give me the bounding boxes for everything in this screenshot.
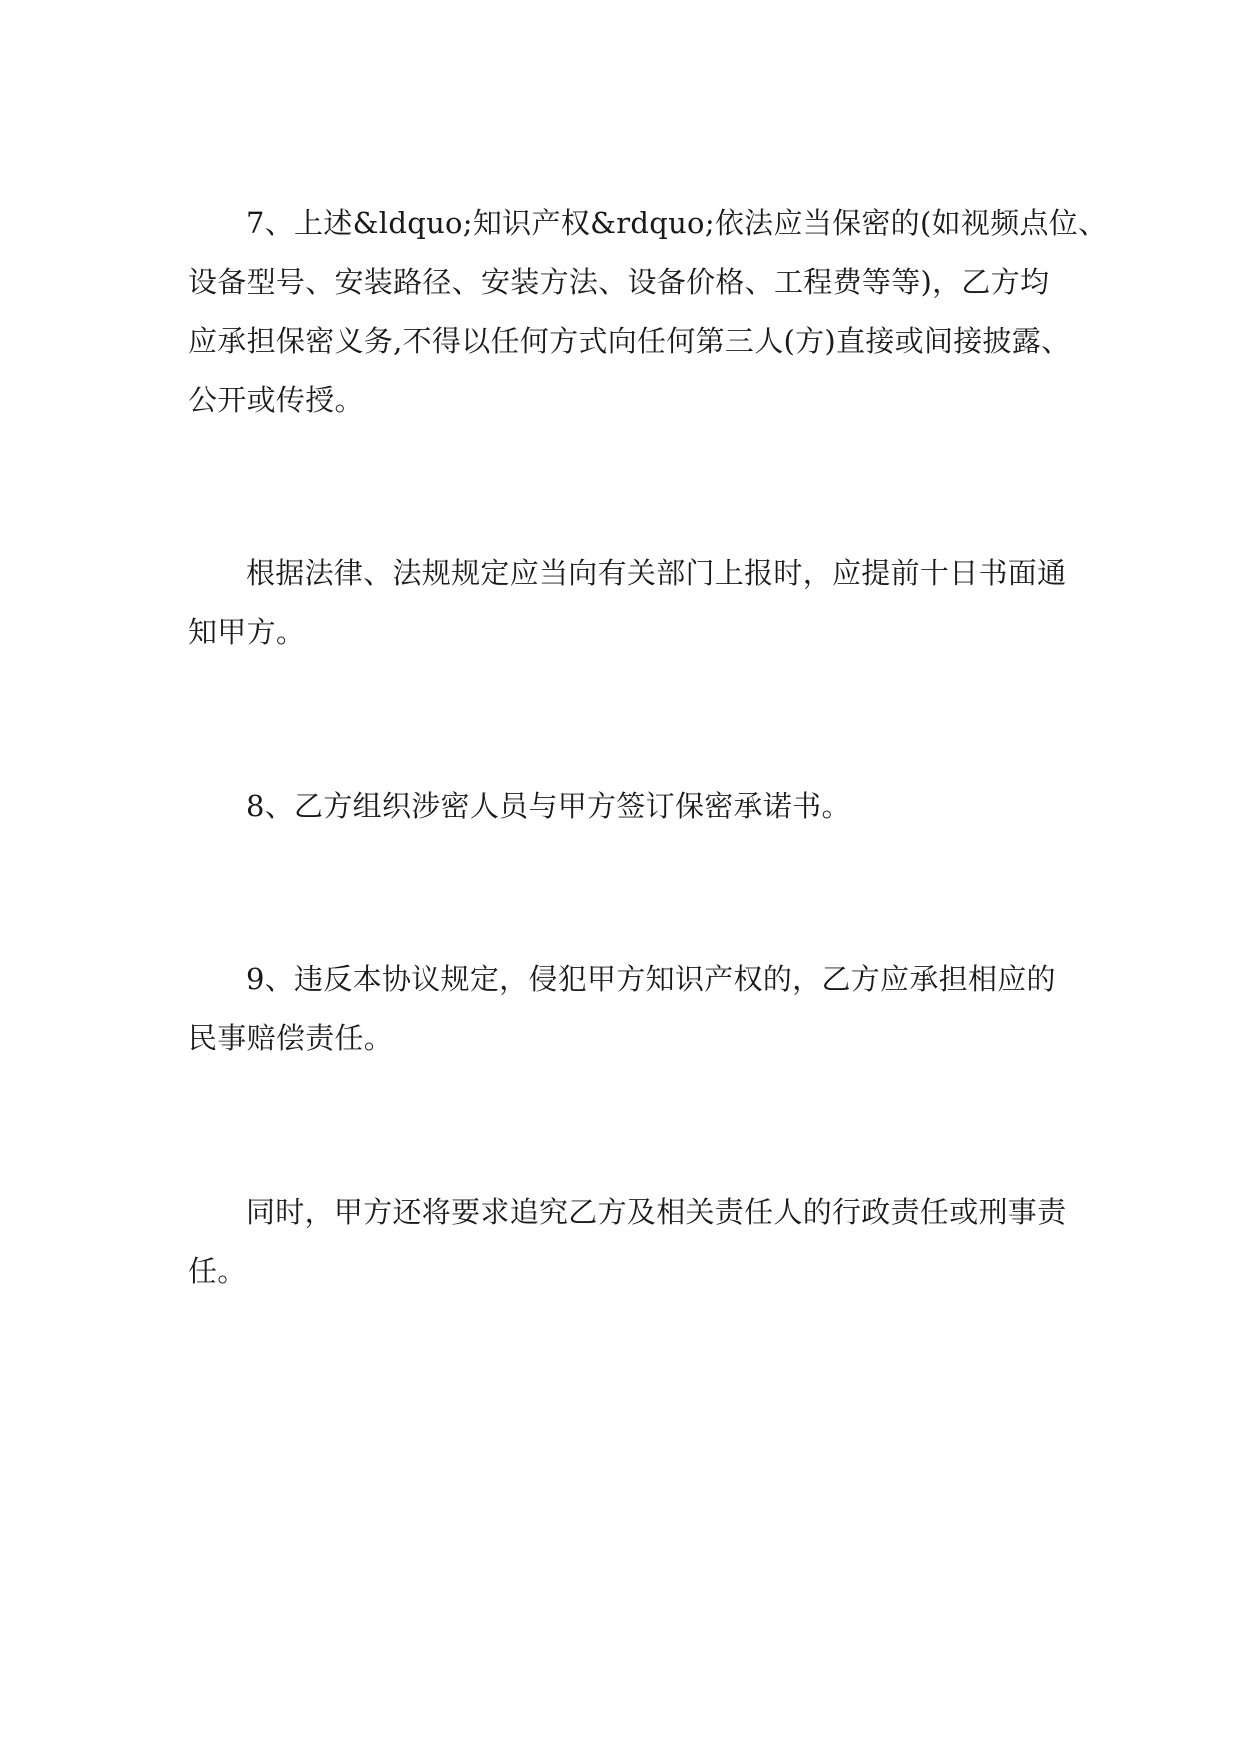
clause-7-line-1: 7、上述&ldquo;知识产权&rdquo;依法应当保密的(如视频点位、 [246, 206, 1108, 240]
reporting-notice-line-1: 根据法律、法规规定应当向有关部门上报时，应提前十日书面通 [246, 556, 1067, 590]
liability-note-line-2: 任。 [188, 1254, 247, 1288]
clause-8-line-1: 8、乙方组织涉密人员与甲方签订保密承诺书。 [246, 789, 851, 823]
clause-9-line-1: 9、违反本协议规定，侵犯甲方知识产权的，乙方应承担相应的 [246, 962, 1056, 996]
clause-7-line-2: 设备型号、安装路径、安装方法、设备价格、工程费等等)，乙方均 [188, 265, 1050, 299]
reporting-notice-line-2: 知甲方。 [188, 615, 306, 649]
clause-7-line-3: 应承担保密义务,不得以任何方式向任何第三人(方)直接或间接披露、 [188, 324, 1071, 358]
clause-9-line-2: 民事赔偿责任。 [188, 1021, 394, 1055]
liability-note-line-1: 同时，甲方还将要求追究乙方及相关责任人的行政责任或刑事责 [246, 1195, 1067, 1229]
clause-7-line-4: 公开或传授。 [188, 383, 364, 417]
